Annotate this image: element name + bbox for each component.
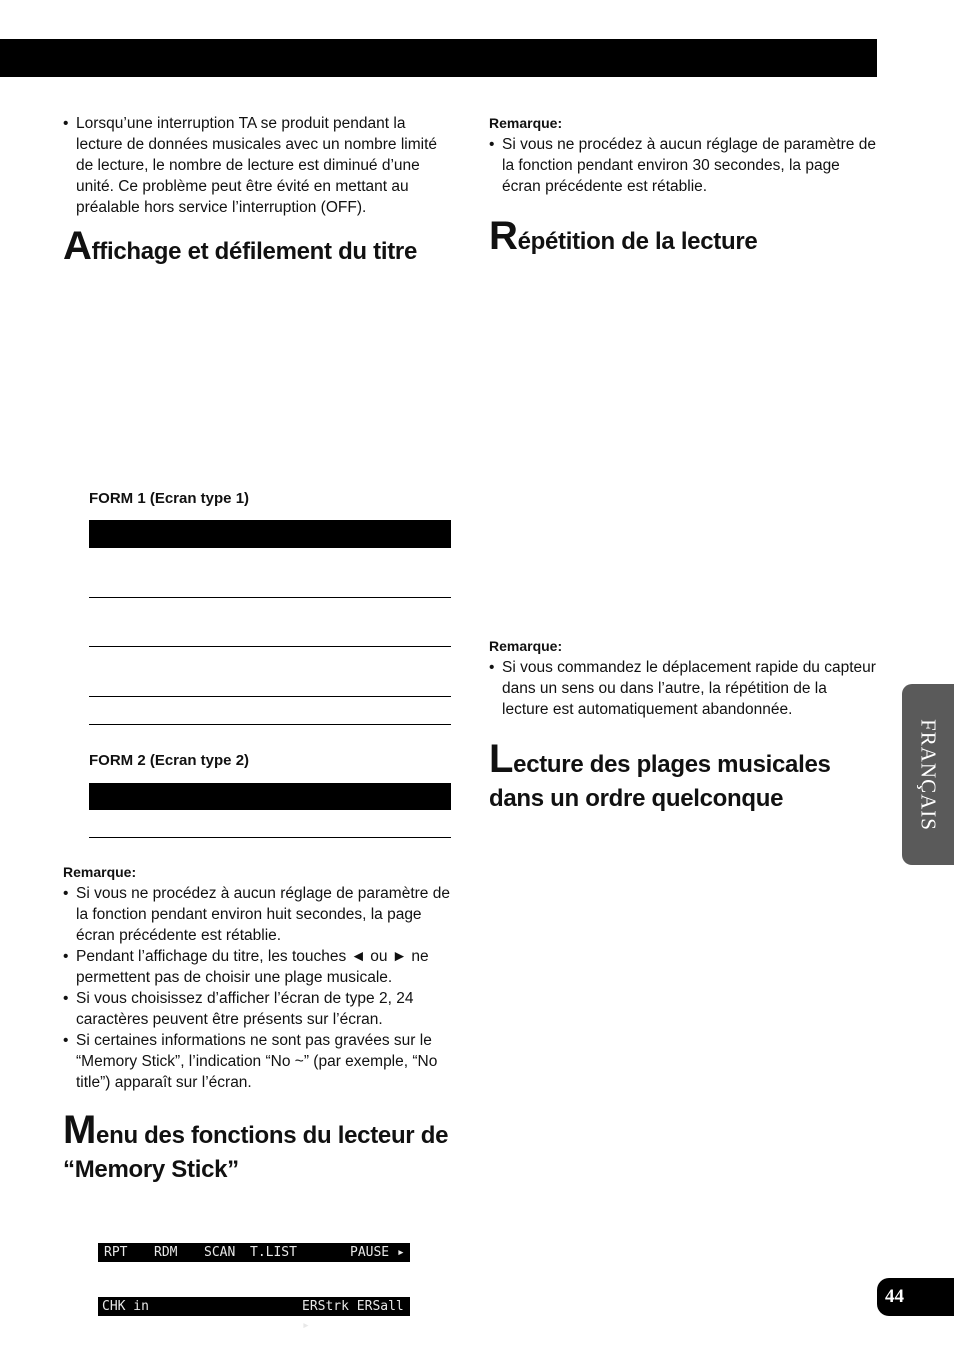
- form1-label: FORM 1 (Ecran type 1): [89, 490, 250, 507]
- lcd-item-ers: ERStrk ERSall ▸: [302, 1299, 404, 1333]
- lcd-item-rpt: RPT: [104, 1245, 128, 1260]
- lcd-item-tlist: T.LIST: [250, 1245, 297, 1260]
- lcd-function-menu-2: [98, 1297, 410, 1333]
- lcd-item-pause: PAUSE ▸: [350, 1245, 405, 1260]
- form1-line-4: [89, 724, 451, 725]
- header-bar: [0, 39, 877, 77]
- remark-block-right-1: [489, 113, 877, 197]
- remark-item: • Si certaines informations ne sont pas gravées sur le “Memory Stick”, l’indication “No ~” (par exemple, “No title”) apparaît sur l’écran.: [63, 1030, 451, 1093]
- lcd-item-chk: CHK in: [102, 1299, 149, 1314]
- remark-block-right-2: [489, 636, 877, 720]
- form1-display-bar: [89, 520, 451, 548]
- form1-line-3: [89, 696, 451, 697]
- form1-line-2: [89, 646, 451, 647]
- remark-item: • Si vous choisissez d’afficher l’écran de type 2, 24 caractères peuvent être présents sur l’écran.: [63, 988, 451, 1030]
- remark-heading: Remarque:: [63, 864, 137, 880]
- language-tab-label: FRANÇAIS: [916, 718, 941, 831]
- lcd-item-scan: SCAN: [204, 1245, 236, 1260]
- section-heading-menu: Menu des fonctions du lecteur de “Memory Stick”: [63, 1108, 449, 1183]
- remark-item: • Si vous ne procédez à aucun réglage de paramètre de la fonction pendant environ huit secondes, la page écran précédente est rétablie.: [63, 883, 451, 946]
- form2-line: [89, 837, 451, 838]
- language-tab: [902, 684, 954, 865]
- remark-item: • Si vous commandez le déplacement rapide du capteur dans un sens ou dans l’autre, la répétition de la lecture est automatiquement abandonnée.: [489, 657, 877, 720]
- intro-bullet: • Lorsqu’une interruption TA se produit pendant la lecture de données musicales avec un nombre limité de lecture, le nombre de lecture est diminué d’une unité. Ce problème peut être évité en mettant au préalable hors service l’interruption (OFF).: [63, 113, 448, 218]
- page-number: 44: [877, 1278, 954, 1316]
- remark-item: • Si vous ne procédez à aucun réglage de paramètre de la fonction pendant environ 30 secondes, la page écran précédente est rétablie.: [489, 134, 877, 197]
- lcd-function-menu-1: [98, 1243, 410, 1262]
- form2-display-bar: [89, 783, 451, 810]
- section-heading-repetition: Répétition de la lecture: [489, 214, 758, 258]
- remark-item: • Pendant l’affichage du titre, les touches ◄ ou ► ne permettent pas de choisir une plage musicale.: [63, 946, 451, 988]
- remark-block-left: [63, 862, 451, 1093]
- section-heading-lecture-aleatoire: Lecture des plages musicales dans un ordre quelconque: [489, 737, 831, 812]
- form1-line-1: [89, 597, 451, 598]
- lcd-item-rdm: RDM: [154, 1245, 178, 1260]
- form2-label: FORM 2 (Ecran type 2): [89, 752, 250, 769]
- remark-heading: Remarque:: [489, 115, 563, 131]
- intro-text: [63, 113, 448, 218]
- section-heading-affichage: Affichage et défilement du titre: [63, 224, 418, 268]
- remark-heading: Remarque:: [489, 638, 563, 654]
